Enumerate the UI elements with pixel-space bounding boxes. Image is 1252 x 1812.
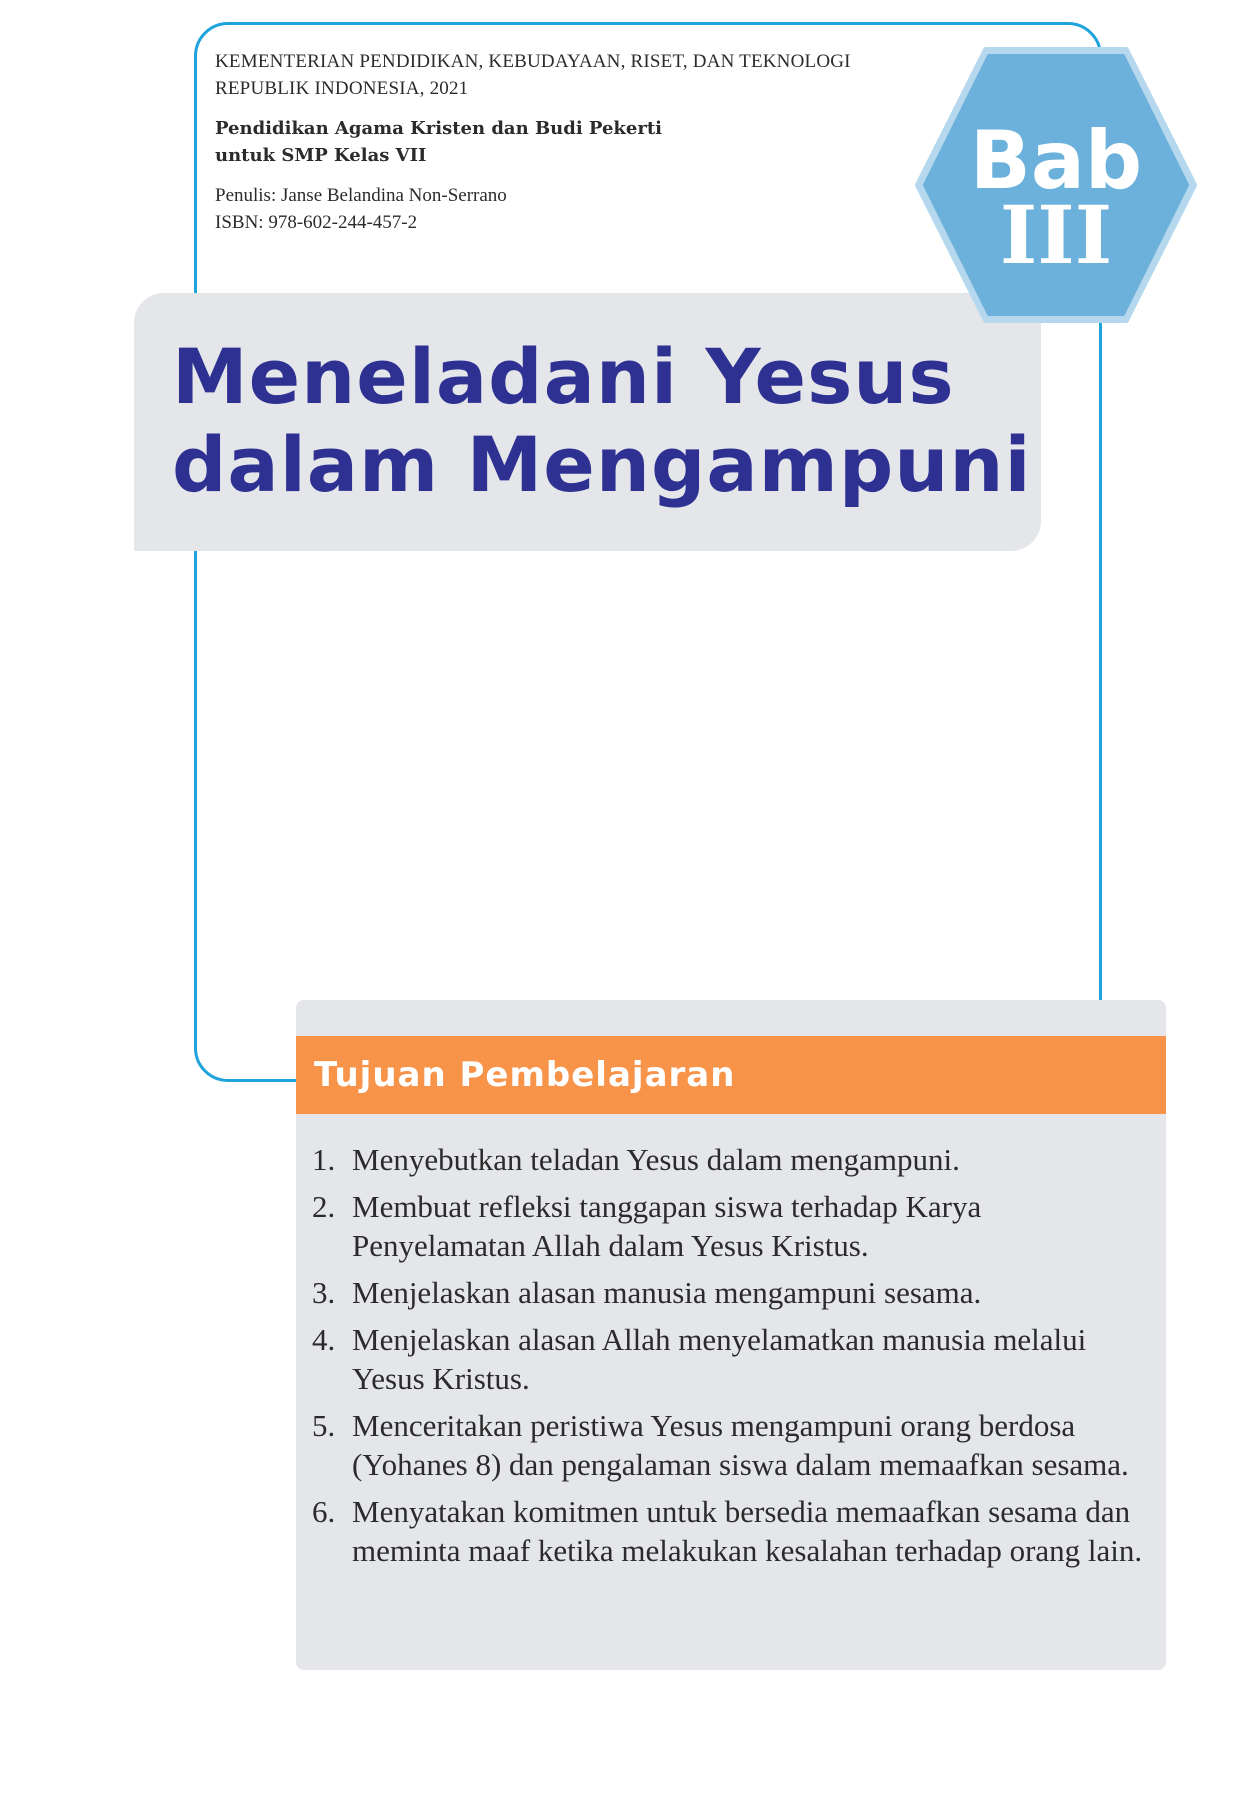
item-text: Menceritakan peristiwa Yesus mengampuni orang berdosa (Yohanes 8) dan pengalaman siswa dalam memaafkan sesama. bbox=[352, 1408, 1129, 1482]
item-number: 6. bbox=[312, 1494, 336, 1529]
list-item bbox=[312, 1187, 1162, 1265]
book-title-line-2: untuk SMP Kelas VII bbox=[215, 145, 427, 166]
item-number: 3. bbox=[312, 1275, 336, 1310]
chapter-label: Bab bbox=[969, 114, 1143, 207]
item-text: Menjelaskan alasan manusia mengampuni sesama. bbox=[352, 1275, 982, 1310]
book-title-line-1: Pendidikan Agama Kristen dan Budi Pekerti bbox=[215, 118, 662, 139]
objectives-heading: Tujuan Pembelajaran bbox=[314, 1055, 736, 1095]
item-text: Membuat refleksi tanggapan siswa terhadap Karya Penyelamatan Allah dalam Yesus Kristus. bbox=[352, 1189, 982, 1263]
list-item bbox=[312, 1320, 1162, 1398]
author-text: Penulis: Janse Belandina Non-Serrano bbox=[215, 185, 507, 206]
isbn-text: ISBN: 978-602-244-457-2 bbox=[215, 212, 418, 233]
item-number: 4. bbox=[312, 1322, 336, 1357]
objectives-list bbox=[312, 1140, 1162, 1578]
list-item bbox=[312, 1140, 1162, 1179]
item-number: 2. bbox=[312, 1189, 336, 1224]
learning-objectives-panel bbox=[296, 1000, 1166, 1670]
chapter-title-line-1: Meneladani Yesus bbox=[172, 332, 955, 421]
ministry-text bbox=[215, 48, 851, 102]
chapter-title-line-2: dalam Mengampuni bbox=[172, 420, 1032, 509]
chapter-number: III bbox=[999, 188, 1113, 282]
chapter-badge bbox=[914, 46, 1198, 324]
item-number: 5. bbox=[312, 1408, 336, 1443]
book-credits bbox=[215, 182, 851, 236]
item-number: 1. bbox=[312, 1142, 336, 1177]
book-metadata bbox=[215, 48, 851, 236]
chapter-title bbox=[172, 333, 1032, 509]
list-item bbox=[312, 1273, 1162, 1312]
chapter-title-box bbox=[134, 293, 1041, 551]
book-title bbox=[215, 115, 851, 169]
ministry-line-1: KEMENTERIAN PENDIDIKAN, KEBUDAYAAN, RISET, DAN TEKNOLOGI bbox=[215, 51, 851, 72]
item-text: Menyatakan komitmen untuk bersedia memaafkan sesama dan meminta maaf ketika melakukan kesalahan terhadap orang lain. bbox=[352, 1494, 1143, 1568]
list-item bbox=[312, 1492, 1162, 1570]
item-text: Menyebutkan teladan Yesus dalam mengampuni. bbox=[352, 1142, 960, 1177]
list-item bbox=[312, 1406, 1162, 1484]
objectives-header bbox=[296, 1036, 1166, 1114]
item-text: Menjelaskan alasan Allah menyelamatkan manusia melalui Yesus Kristus. bbox=[352, 1322, 1087, 1396]
ministry-line-2: REPUBLIK INDONESIA, 2021 bbox=[215, 78, 469, 99]
